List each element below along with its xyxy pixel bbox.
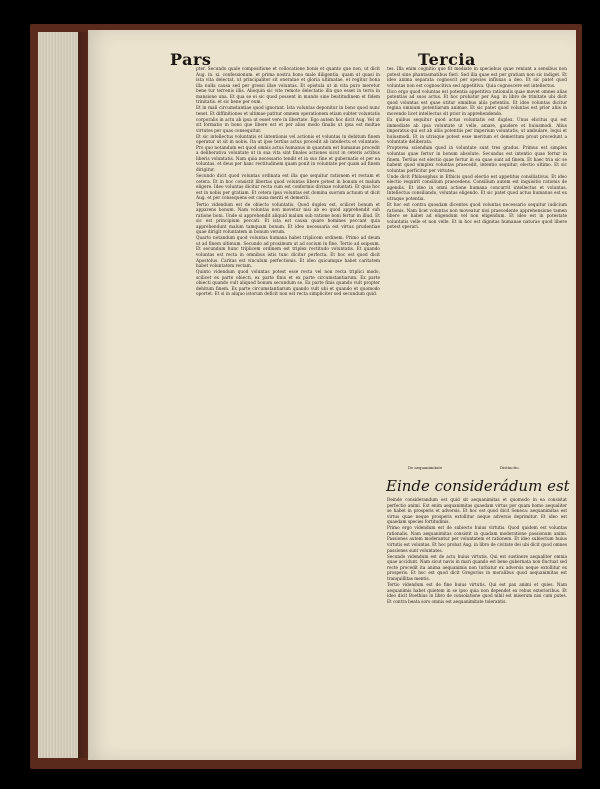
text-paragraph: Quinto videndum quod voluntas potest esse recta vel non recta triplici modo, scilicet ex parte obiecti, ex parte finis et ex parte circumstantiarum. Ex parte obiecti quando vult aliquod bonum secundum se. Ex parte finis quando vult propter debitum finem. Ex parte circumstantiarum quando vult ubi et quando et quomodo oportet. Et si in aliquo istorum deficit non est recta simpliciter sed secundum quid. (196, 269, 380, 297)
running-header-left: Pars (170, 50, 212, 69)
right-lower-column (387, 497, 567, 725)
text-paragraph: Et in mali circumstantiae quod ignorant. Ista voluntas deponitur in bono quod nunc tenet. Et diffinitiones et ultimae patitur omnem operationem etiam subter voluntatis corporalis in actu ab ipsa ut esset vere in libertate. Ego autem hoc dicit Aug. Vel ut sit formatio in bono que libere est et per alios modo finalis ut ipsa est multae virtutes per quas consequitur. (196, 105, 380, 133)
page-edges (38, 32, 78, 758)
spine-shadow (78, 32, 90, 758)
running-header-right: Tercia (418, 50, 476, 69)
text-paragraph: Ex quibus sequitur quod actus voluntatis est duplex. Unus elicitus qui est immediate ab ipsa voluntate ut velle, amare, gaudere et huiusmodi. Alius imperatus qui est ab aliis potentiis per imperium voluntatis, ut ambulare, loqui et huiusmodi. Et in utrisque potest esse meritum et demeritum prout procedunt a voluntate deliberata. (387, 117, 567, 145)
text-paragraph: Et sic intellectus voluntatis et intentionis vel actionis et voluntas in debitum finem operatur ut sit in nobis. Ita ut ipse tertius actus procedit ab intellectu et voluntate. Pro quo notandum est quod omnis actus humanus in quantum est humanus procedit a deliberativa voluntate ut in sua vita sint finales actiones sicut in ceteris actibus liberis voluntatis. Nam quia necessario tendit et in suo fine et gubernatio et per ea voluntas. et deus per hanc rectitudinem quam ponit in voluntate per quam ad finem dirigitur. (196, 133, 380, 173)
text-paragraph: Tertio videndum est de obiecto voluntatis. Quod duplex est, scilicet bonum et apparens bonum. Nam voluntas non movetur nisi ab eo quod apprehendit sub ratione boni. Unde si apprehendit aliquid malum sub ratione boni fertur in illud. Et sic est principium peccati. Et ista est causa quare homines peccant quia apprehendunt malum tamquam bonum. Et ideo necessaria est virtus prudentiae quae dirigit voluntatem in bonum verum. (196, 201, 380, 235)
section-label-left: De aequanimitate (408, 465, 443, 470)
left-text-column (196, 66, 380, 730)
text-paragraph: tes. Illa enim cognitio que fit mediate in speciebus quae veniunt a sensibus non potest sine phantasmatibus fieri. Sed illa quae est per gratiam non sic indiget. Et ideo anima separata cognoscit per species influxas a deo. Et sic patet quod voluntas non est cognoscitiva sed appetitiva. Quia cognoscere est intellectus. (387, 66, 567, 88)
text-paragraph: Quarto notandum quod voluntas humana habet triplicem ordinem. Primo ad deum ut ad finem ultimum. Secundo ad proximum ut ad socium in fine. Tertio ad seipsum. Et secundum hunc triplicem ordinem est triplex rectitudo voluntatis. Et quando voluntas est recta in omnibus istis tunc dicitur perfecta. Et hoc est quod dicit Apostolus. Caritas est vinculum perfectionis. Et ideo quicumque habet caritatem habet voluntatem rectam. (196, 235, 380, 269)
text-paragraph: Propterea sciendum quod in voluntate sunt tres gradus. Primus est simplex voluntas quae fertur in bonum absolute. Secundus est intentio quae fertur in finem. Tertius est electio quae fertur in ea quae sunt ad finem. Et haec tria sic se habent quod simplex voluntas praecedit, intentio sequitur, electio ultimo. Et sic voluntas perficitur per virtutes. (387, 145, 567, 173)
section-label-right: Distinctio. (500, 465, 520, 470)
text-paragraph: Tertio videndum est de fine huius virtutis. Qui est pax animi et quies. Nam aequanimis habet quietem in se ipso quia non dependet ex rebus exterioribus. Et ideo dicit Boethius in libro de consolatione quod nihil est miserum nisi cum putes. Et contra beata sors omnis est aequanimitate tolerantis. (387, 581, 567, 604)
text-paragraph: Primo ergo videndum est de subiecto huius virtutis. Quod quidem est voluntas rationalis. Nam aequanimitas consistit in quadam moderatione passionum animi. Passiones autem moderantur per voluntatem et rationem. Et ideo subiectum huius virtutis est voluntas. Et hoc probat Aug. in libro de civitate dei ubi dicit quod omnes passiones sunt voluntates. (387, 525, 567, 553)
text-paragraph: Unde dicit Philosophus in Ethicis quod electio est appetitus consiliativus. Et ideo electio requirit consilium praecedens. Consilium autem est inquisitio rationis de agendis. Et ideo in omni actione humana concurrit intellectus et voluntas. Intellectus consiliando, voluntas eligendo. Et sic patet quod actus humanus est ex utraque potentia. (387, 173, 567, 201)
text-paragraph: Deinde considerandum est quid sit aequanimitas et quomodo in ea consistat perfectio animi. Est enim aequanimitas quaedam virtus per quam homo aequaliter se habet in prosperis et adversis. Et hoc est quod dicit Seneca: aequanimitas est virtus quae neque prosperis extollitur neque adversis deprimitur. Et ideo est quaedam species fortitudinis. (387, 497, 567, 525)
text-paragraph: Secundo videndum est de actu huius virtutis. Qui est sustinere aequaliter omnia quae accidunt. Nam sicut navis in mari quando est bene gubernata non fluctuat sed recte procedit ita anima aequanimis non turbatur ex adversis neque extollitur ex prosperis. Et hoc est quod dicit Gregorius in moralibus quod aequanimitas est tranquillitas mentis. (387, 553, 567, 581)
section-title: Einde considerádum est (386, 477, 570, 495)
right-text-column (387, 66, 567, 458)
text-paragraph: pter. Secundo quale compositione et collocatione bonis et quanto que non, ut dicit Aug. in. xi. confessionum. et prima nostra bono male diligentia, quam ut quasi in ista vita delectat, ut principaliter sit oneratae et gloria ultimatae. et regitur bona illa nulla causa sed per gressi illae voluntas. Et epistula ut in vita puro meretur bene tur terrenis illis. Alioquin sic vite remoto delectatio illa quo esset in terra in mansione una. Et qua se ei sic quod possent in mundo sine beatitudinem et fidem trinitatis. et sic bene per eum. (196, 66, 380, 105)
text-paragraph: Secundo dicit quod voluntas ordinata est illa que sequitur rationem et rectam et cetera. Et in hoc consistit libertas quod voluntas libere potest in bonum et malum eligere. Ideo voluntas dicitur recta cum est conformis divinae voluntati. Et quia hoc est in nobis per gratiam. Et cetera ipsa voluntas est domina suorum actuum ut dicit Aug. et per consequens est causa meriti et demeriti. (196, 173, 380, 201)
text-paragraph: Dico ergo quod voluntas est potentia appetitiva rationalis quae movet omnes alias potentias ad suos actus. Et hoc probatur per Aug. in libro de trinitate ubi dicit quod voluntas est quae utitur omnibus aliis potentiis. Et ideo voluntas dicitur regina omnium potentiarum animae. Et sic patet quod voluntas est prior aliis in movendo licet intellectus sit prior in apprehendendo. (387, 88, 567, 116)
text-paragraph: Et hoc est contra quosdam dicentes quod voluntas necessario sequitur iudicium rationis. Nam licet voluntas non moveatur nisi praecedente apprehensione tamen libere se habet ad eligendum vel non eligendum. Et ideo est in potestate voluntatis velle et non velle. Et in hoc est dignitas humanae naturae quod libere potest operari. (387, 202, 567, 230)
